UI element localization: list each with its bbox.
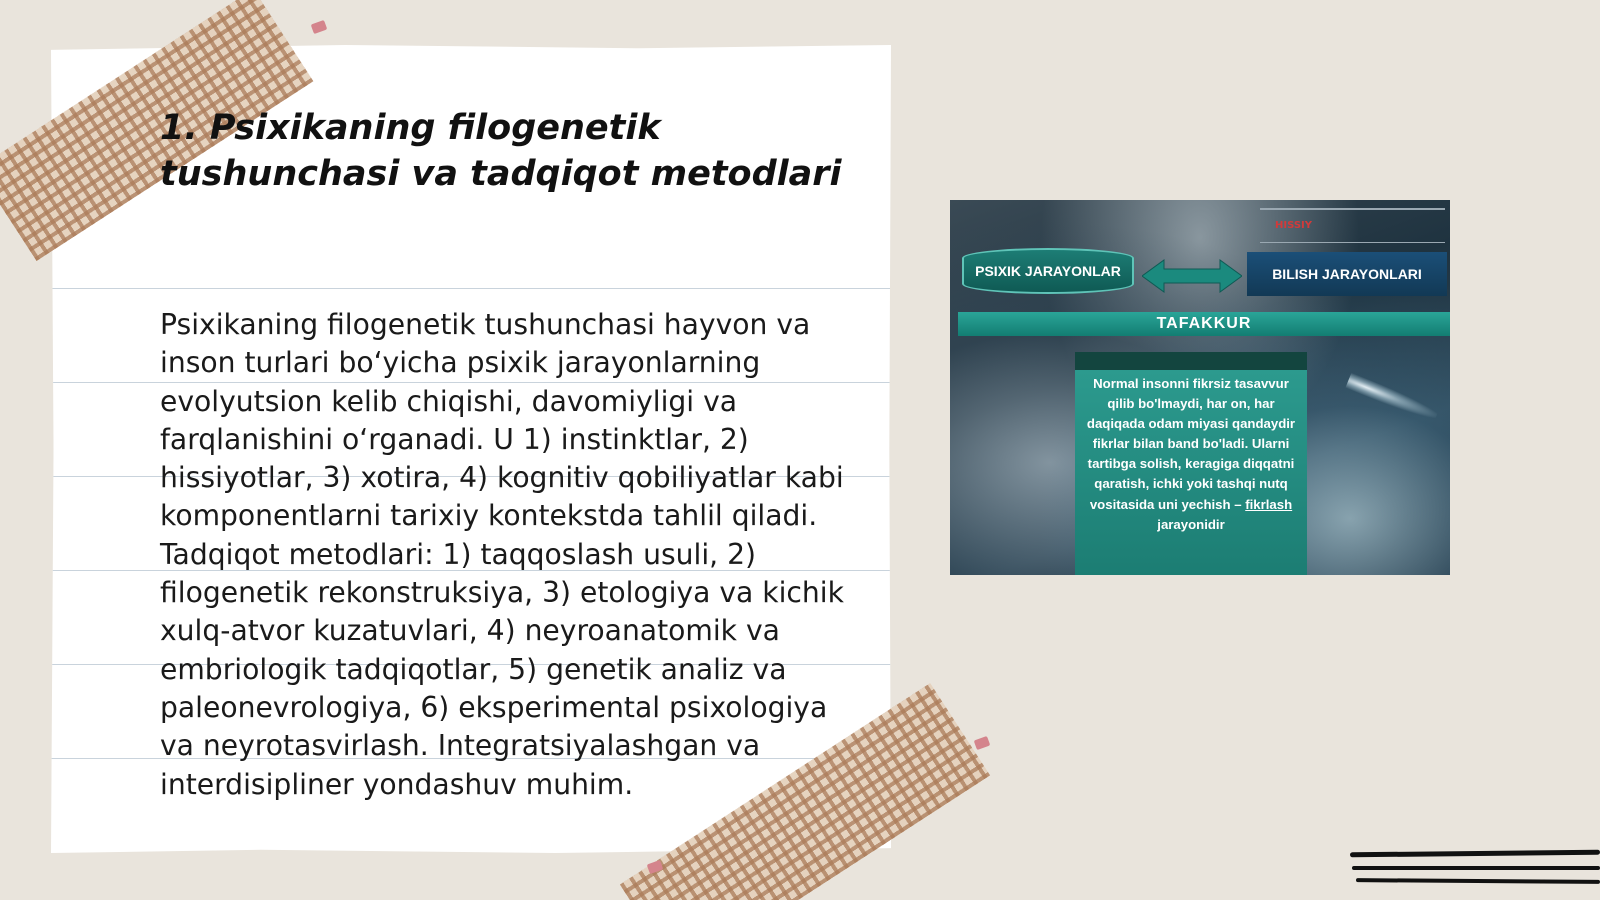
tafakkur-banner: TAFAKKUR (958, 312, 1450, 336)
figure-light-streak (1345, 373, 1439, 423)
decorative-line (1352, 866, 1600, 870)
psixik-jarayonlar-label: PSIXIK JARAYONLAR (962, 248, 1134, 294)
paper-rule (51, 288, 891, 289)
figure-line (1260, 208, 1445, 210)
tape-tab (311, 20, 328, 34)
decorative-line (1350, 850, 1600, 858)
box-text-main: Normal insonni fikrsiz tasavvur qilib bo'lmaydi, har on, har daqiqada odam miyasi qandaydir fikrlar bilan band bo'ladi. Ularni tartibga solish, keragiga diqqatni qaratish, ichki yoki tashqi nutq vositasida uni yechish – (1086, 376, 1296, 512)
slide-body-text: Psixikaning filogenetik tushunchasi hayvon va inson turlari bo‘yicha psixik jarayonlarning evolyutsion kelib chiqishi, davomiyligi va farqlanishini o‘rganadi. U 1) instinktlar, 2) hissiyotlar, 3) xotira, 4) kognitiv qobiliyatlar kabi komponentlarni tarixiy kontekstda tahlil qiladi. Tadqiqot metodlari: 1) taqqoslash usuli, 2) filogenetik rekonstruksiya, 3) etologiya va kichik xulq-atvor kuzatuvlari, 4) neyroanatomik va embriologik tadqiqotlar, 5) genetik analiz va paleonevrologiya, 6) eksperimental psixologiya va neyrotasvirlash. Integratsiyalashgan va interdisipliner yondashuv muhim. (160, 308, 844, 801)
tafakkur-diagram-image (950, 200, 1450, 575)
figure-line (1260, 242, 1445, 243)
box-text-link: fikrlash (1245, 496, 1293, 512)
box-text-end: jarayonidir (1157, 516, 1225, 532)
tape-tab (974, 736, 991, 750)
decorative-line (1356, 878, 1600, 884)
double-arrow-icon (1142, 256, 1242, 296)
figure-top-label: HISSIY (1275, 220, 1313, 231)
tafakkur-description-box (1075, 352, 1307, 575)
slide-title: 1. Psixikaning filogenetik tushunchasi va tadqiqot metodlari (160, 108, 842, 194)
bilish-jarayonlari-label: BILISH JARAYONLARI (1247, 252, 1447, 296)
